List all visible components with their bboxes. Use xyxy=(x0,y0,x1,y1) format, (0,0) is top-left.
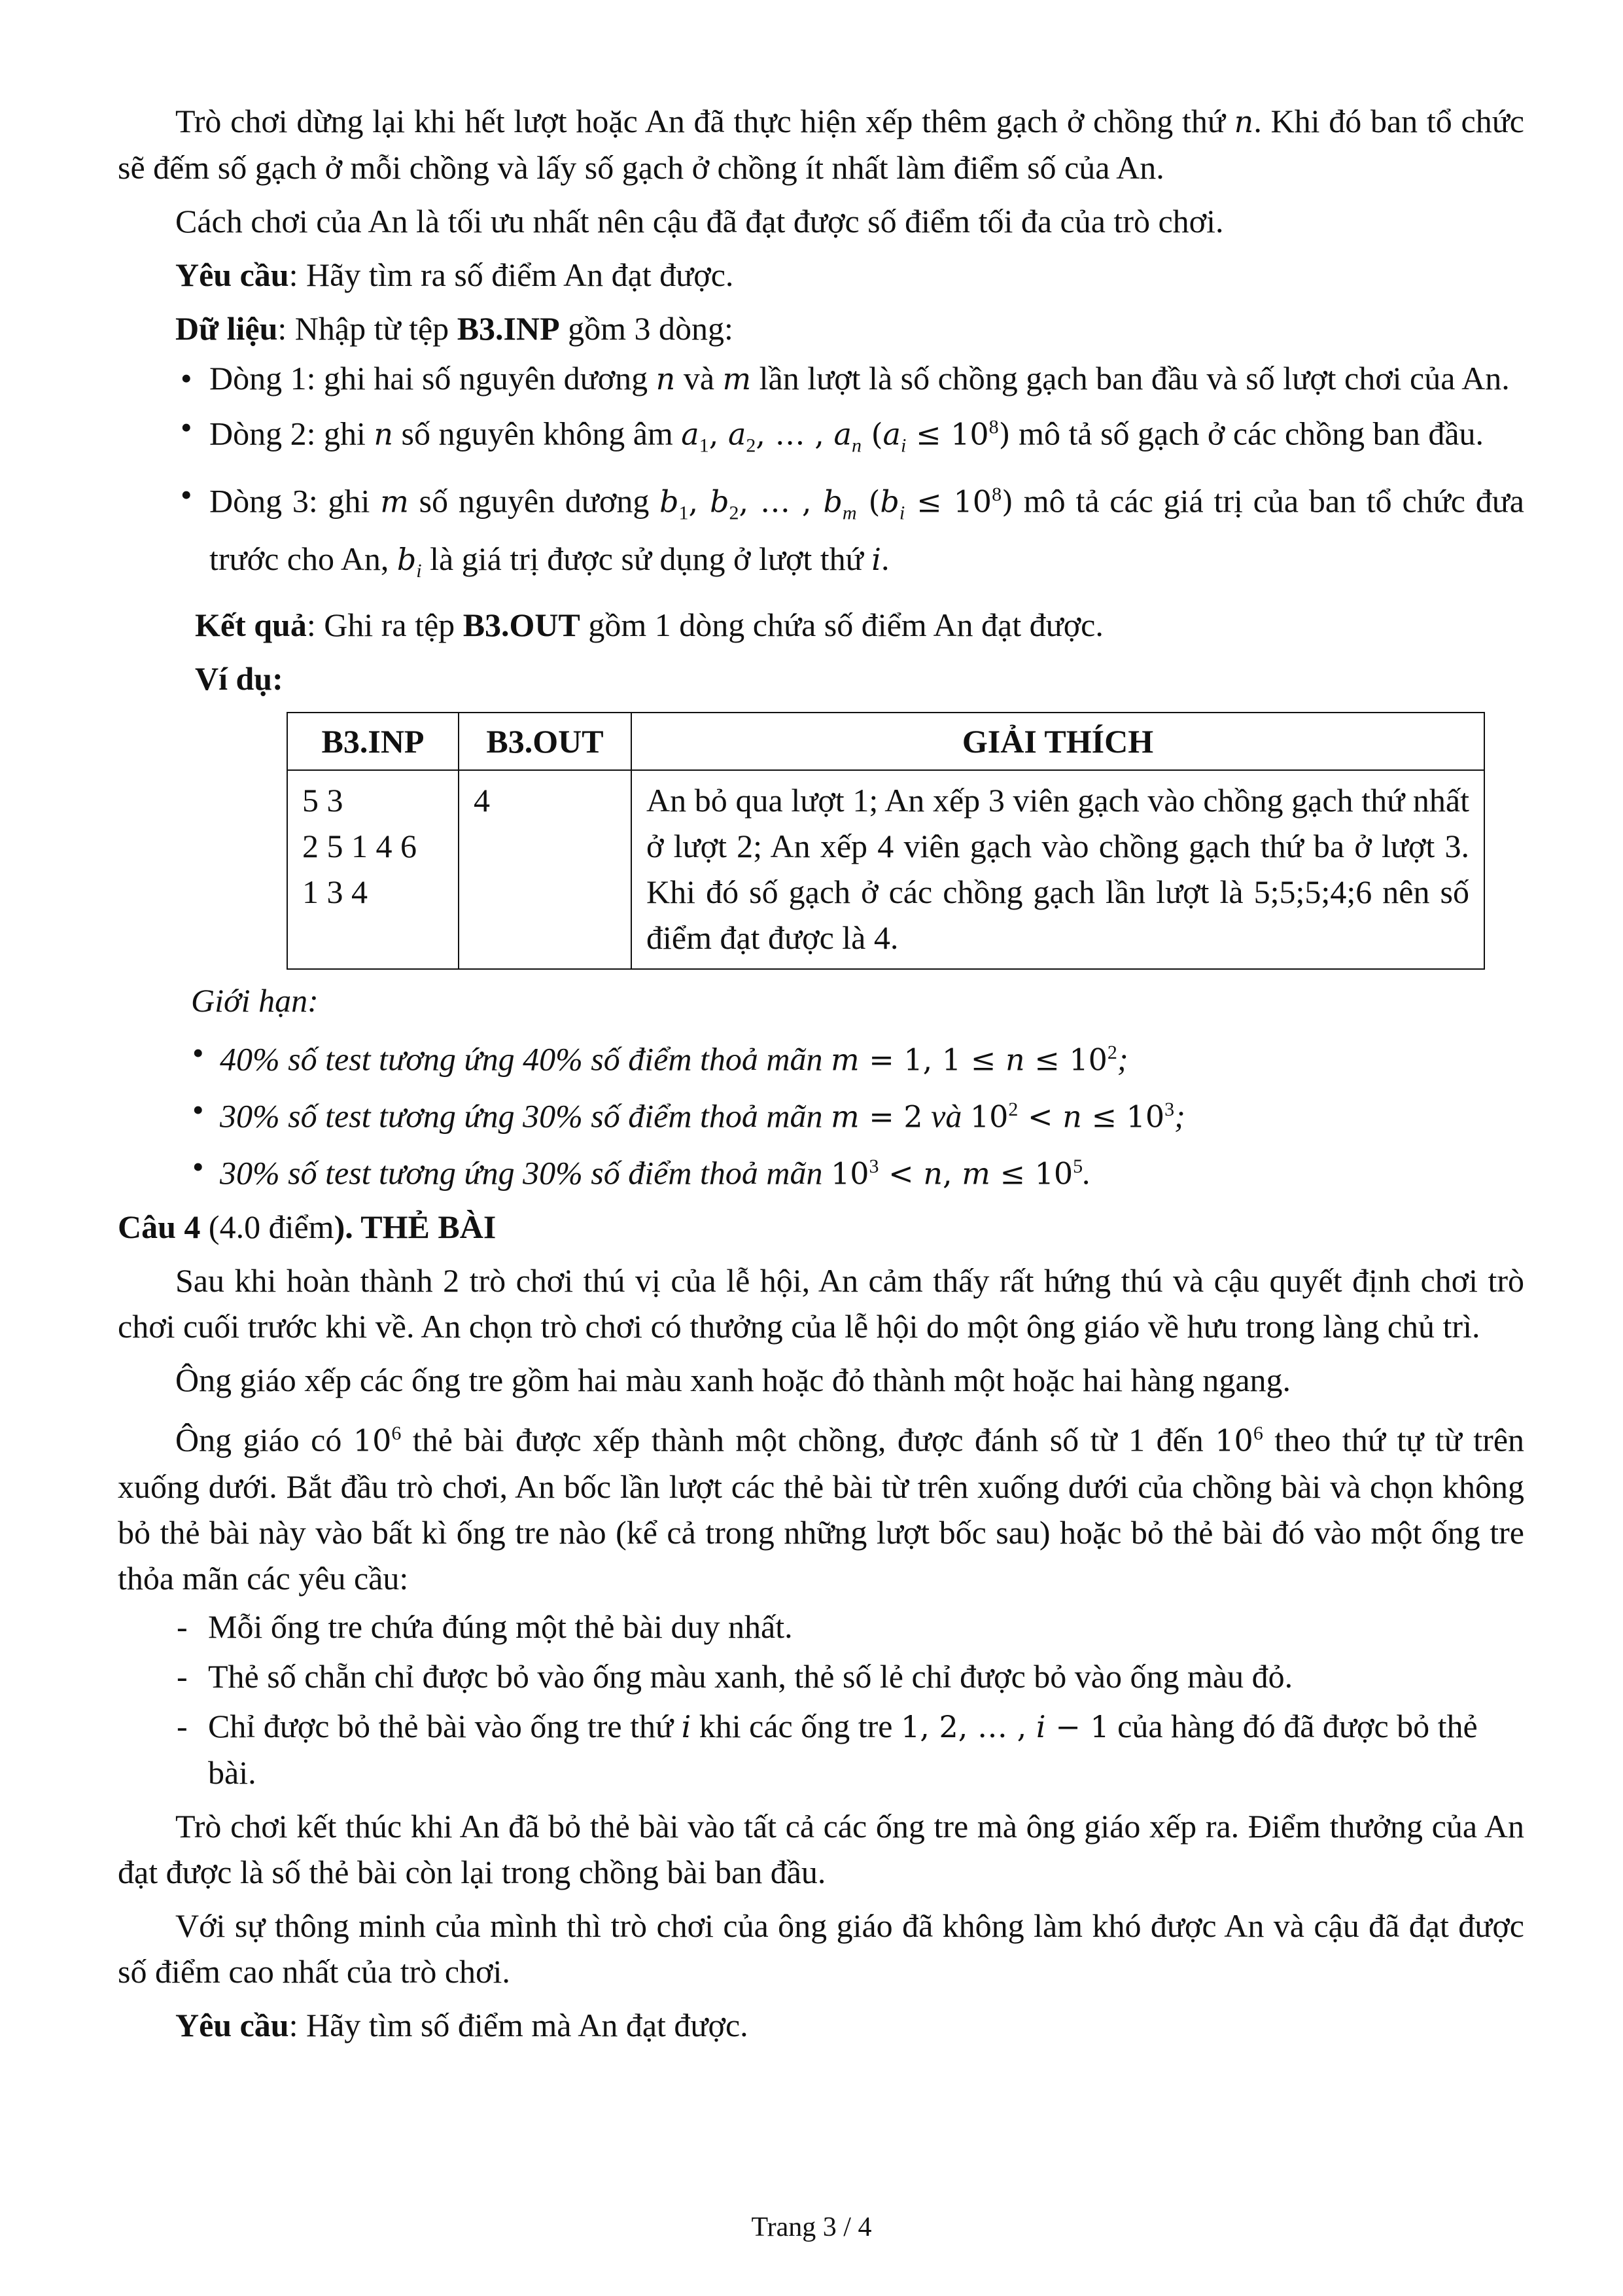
input-line: 1 3 4 xyxy=(302,874,368,911)
limit-item-3: • 30% số test tương ứng 30% số điểm thoả mãn $10^3 < n$, $m \le 10^5$. xyxy=(188,1144,1524,1197)
q4-rule-1: - Mỗi ống tre chứa đúng một thẻ bài duy nhất. xyxy=(175,1604,1524,1650)
input-line-3: • Dòng 3: ghi m số nguyên dương $b_1$, $b_2$, … , $b_m$ $(b_i \le 10^8)$ mô tả các giá trị của ban tổ chức đưa trước cho An, $b_i$ là giá trị được sử dụng ở lượt thứ i. xyxy=(175,472,1524,595)
q4-paragraph-2: Ông giáo xếp các ống tre gồm hai màu xanh hoặc đỏ thành một hoặc hai hàng ngang. xyxy=(175,1362,1291,1399)
input-line-2: • Dòng 2: ghi n số nguyên không âm $a_1$, $a_2$, … , $a_n$ $(a_i \le 10^8)$ mô tả số gạch ở các chồng ban đầu. xyxy=(175,404,1524,469)
q4-paragraph-3: Ông giáo có $10^6$ thẻ bài được xếp thành một chồng, được đánh số từ 1 đến $10^6$ theo thứ tự từ trên xuống dưới. Bắt đầu trò chơi, An bốc lần lượt các thẻ bài từ trên xuống dưới của chồng bài và chọn không bỏ thẻ bài này vào bất kì ống tre nào (kể cả trong những lượt bốc sau) hoặc bỏ thẻ bài đó vào một ống tre thỏa mãn các yêu cầu: xyxy=(118,1421,1525,1597)
intro-paragraph-2: Cách chơi của An là tối ưu nhất nên cậu đã đạt được số điểm tối đa của trò chơi. xyxy=(175,203,1224,239)
example-table xyxy=(287,712,1485,970)
q4-requirement: Yêu cầu: Hãy tìm số điểm mà An đạt được. xyxy=(175,2006,748,2043)
page-footer: Trang 3 / 4 xyxy=(751,2212,872,2242)
requirement-3: Yêu cầu: Hãy tìm ra số điểm An đạt được. xyxy=(175,256,734,293)
input-line: 5 3 xyxy=(302,782,343,819)
input-line: 2 5 1 4 6 xyxy=(302,828,417,865)
example-heading: Ví dụ: xyxy=(195,660,283,698)
q4-rules-list xyxy=(118,1604,1524,1795)
document-page xyxy=(118,98,1524,2048)
header-explanation: GIẢI THÍCH xyxy=(631,713,1484,770)
limit-item-1: • 40% số test tương ứng 40% số điểm thoả mãn m = 1, $1 \le n \le 10^2$; xyxy=(188,1030,1524,1083)
q4-paragraph-4: Trò chơi kết thúc khi An đã bỏ thẻ bài vào tất cả các ống tre mà ông giáo xếp ra. Điểm thưởng của An đạt được là số thẻ bài còn lại trong chồng bài ban đầu. xyxy=(118,1807,1524,1890)
input-lines-list xyxy=(118,355,1524,594)
intro-paragraph-1: Trò chơi dừng lại khi hết lượt hoặc An đã thực hiện xếp thêm gạch ở chồng thứ n. Khi đó ban tổ chức sẽ đếm số gạch ở mỗi chồng và lấy số gạch ở chồng ít nhất làm điểm số của An. xyxy=(118,103,1524,186)
input-line-1: • Dòng 1: ghi hai số nguyên dương n và m lần lượt là số chồng gạch ban đầu và số lượt chơi của An. xyxy=(175,355,1524,402)
example-explanation-cell: An bỏ qua lượt 1; An xếp 3 viên gạch vào chồng gạch thứ nhất ở lượt 2; An xếp 4 viên gạch vào chồng gạch thứ ba ở lượt 3. Khi đó số gạch ở các chồng gạch lần lượt là 5;5;5;4;6 nên số điểm đạt được là 4. xyxy=(631,770,1484,969)
q4-rule-2: - Thẻ số chẵn chỉ được bỏ vào ống màu xanh, thẻ số lẻ chỉ được bỏ vào ống màu đỏ. xyxy=(175,1653,1524,1699)
header-out: B3.OUT xyxy=(459,713,631,770)
limits-heading: Giới hạn: xyxy=(191,982,319,1019)
example-output-cell: 4 xyxy=(459,770,631,969)
input-spec-3: Dữ liệu: Nhập từ tệp B3.INP gồm 3 dòng: xyxy=(175,310,733,347)
question-4-heading: Câu 4 (4.0 điểm). THẺ BÀI xyxy=(118,1209,497,1246)
limits-list xyxy=(118,1030,1524,1196)
q4-paragraph-1: Sau khi hoàn thành 2 trò chơi thú vị của lễ hội, An cảm thấy rất hứng thú và cậu quyết định chơi trò chơi cuối trước khi về. An chọn trò chơi có thưởng của lễ hội do một ông giáo về hưu trong làng chủ trì. xyxy=(118,1262,1524,1345)
example-input-cell xyxy=(287,770,459,969)
example-table-header xyxy=(287,713,1484,770)
limit-item-2: • 30% số test tương ứng 30% số điểm thoả mãn m = 2 và $10^2 < n \le 10^3$; xyxy=(188,1087,1524,1140)
q4-rule-3: - Chỉ được bỏ thẻ bài vào ống tre thứ i khi các ống tre 1, 2, … , i − 1 của hàng đó đã được bỏ thẻ bài. xyxy=(175,1703,1524,1795)
output-spec-3: Kết quả: Ghi ra tệp B3.OUT gồm 1 dòng chứa số điểm An đạt được. xyxy=(195,607,1104,644)
example-table-row xyxy=(287,770,1484,969)
header-inp: B3.INP xyxy=(287,713,459,770)
q4-paragraph-5: Với sự thông minh của mình thì trò chơi của ông giáo đã không làm khó được An và cậu đã đạt được số điểm cao nhất của trò chơi. xyxy=(118,1907,1524,1990)
